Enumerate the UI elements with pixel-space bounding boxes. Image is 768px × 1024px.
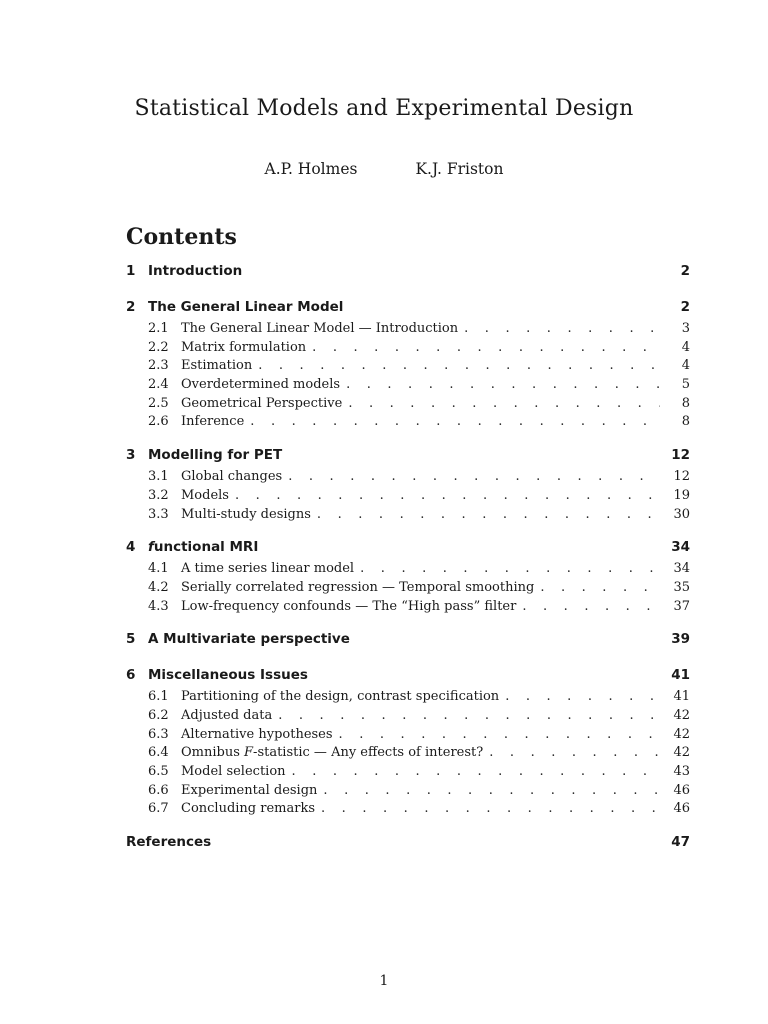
toc-section-entry[interactable] [126,299,690,321]
subsection-title: Multi-study designs [181,506,311,522]
dot-leader [339,727,660,742]
toc-subsection-entry[interactable] [126,764,690,783]
subsection-number: 2.2 [148,339,169,355]
subsection-title: Serially correlated regression — Temporal smoothing [181,579,535,595]
toc-section-entry[interactable] [126,263,690,285]
subsection-page-number: 8 [681,395,690,411]
section-number: 4 [126,539,136,556]
dot-leader [464,321,660,336]
toc-section [126,631,690,653]
subsection-title: Matrix formulation [181,339,307,355]
subsection-title: Estimation [181,358,253,374]
toc-subsection-entry[interactable] [126,580,690,599]
subsection-number: 4.3 [148,598,169,614]
toc-subsection-entry[interactable] [126,507,690,526]
section-page-number: 41 [671,667,690,684]
subsection-page-number: 43 [673,764,690,779]
toc-section-entry[interactable] [126,667,690,689]
section-page-number: 12 [671,447,690,464]
dot-leader [489,745,660,760]
section-page-number: 34 [671,539,690,556]
subsection-page-number: 42 [673,726,690,742]
toc-references-entry[interactable] [126,834,690,856]
toc-section-entry[interactable] [126,539,690,561]
subsection-title: Concluding remarks [181,801,316,817]
dot-leader [235,488,660,503]
subsection-number: 6.2 [148,707,169,723]
dot-leader [278,708,660,723]
toc-section [126,539,690,617]
subsection-page-number: 37 [673,598,690,614]
section-number: 1 [126,263,136,279]
section-page-number: 2 [680,263,690,279]
subsection-title: Omnibus F-statistic — Any effects of interest? [181,745,484,761]
subsection-page-number: 12 [673,469,690,485]
subsection-number: 3.1 [148,469,169,485]
page-number: 1 [379,973,389,989]
toc-section-entry[interactable] [126,631,690,653]
subsection-number: 6.1 [148,689,169,705]
subsection-page-number: 34 [673,561,690,577]
subsection-title: Geometrical Perspective [181,395,343,411]
dot-leader [323,783,660,798]
subsection-number: 6.5 [148,764,169,779]
subsection-page-number: 42 [673,745,690,761]
toc-subsection-entry[interactable] [126,488,690,507]
dot-leader [321,801,660,816]
toc-section [126,263,690,285]
subsection-page-number: 35 [673,579,690,595]
subsection-title: A time series linear model [181,561,355,577]
toc-subsection-entry[interactable] [126,783,690,802]
dot-leader [312,340,660,355]
subsection-title: Overdetermined models [181,377,341,393]
dot-leader [292,764,660,779]
section-title: A Multivariate perspective [148,631,350,648]
paper-title: Statistical Models and Experimental Design [134,96,634,121]
toc-section [126,667,690,820]
subsection-number: 3.2 [148,487,169,503]
subsection-number: 2.3 [148,358,169,374]
toc-subsection-entry[interactable] [126,689,690,708]
toc-subsection-entry[interactable] [126,599,690,618]
dot-leader [346,377,660,392]
toc-section-entry[interactable] [126,447,690,469]
section-title: Miscellaneous Issues [148,667,308,684]
section-title: Introduction [148,263,243,279]
section-page-number: 39 [671,631,690,648]
subsection-title: Adjusted data [181,707,273,723]
subsection-page-number: 5 [681,377,690,393]
subsection-number: 2.6 [148,414,169,430]
section-title: functional MRI [148,539,259,556]
subsection-page-number: 4 [681,358,690,374]
subsection-title: Alternative hypotheses [181,726,333,742]
subsection-number: 3.3 [148,506,169,522]
references-page-number: 47 [671,834,690,851]
subsection-number: 2.5 [148,395,169,411]
table-of-contents [126,263,690,856]
subsection-number: 2.1 [148,321,169,336]
author-list [0,160,768,178]
author-name: A.P. Holmes [264,160,358,178]
subsection-page-number: 30 [673,506,690,522]
toc-subsection-entry[interactable] [126,708,690,727]
subsection-number: 2.4 [148,377,169,393]
subsection-number: 6.6 [148,782,169,798]
toc-subsection-entry[interactable] [126,321,690,340]
toc-subsection-entry[interactable] [126,396,690,415]
subsection-title: Inference [181,414,245,430]
author-name: K.J. Friston [415,160,504,178]
subsection-number: 6.7 [148,801,169,817]
dot-leader [258,358,660,373]
section-number: 3 [126,447,136,464]
dot-leader [348,396,660,411]
subsection-title: Low-frequency confounds — The “High pass” filter [181,598,517,614]
toc-subsection-entry[interactable] [126,358,690,377]
subsection-page-number: 46 [673,801,690,817]
section-title: Modelling for PET [148,447,283,464]
dot-leader [317,507,660,522]
toc-subsection-entry[interactable] [126,561,690,580]
toc-subsection-entry[interactable] [126,801,690,820]
toc-subsection-entry[interactable] [126,414,690,433]
section-number: 2 [126,299,136,315]
subsection-number: 6.3 [148,726,169,742]
subsection-title: Model selection [181,764,286,779]
section-number: 5 [126,631,136,648]
toc-subsection-entry[interactable] [126,340,690,359]
subsection-page-number: 46 [673,782,690,798]
section-number: 6 [126,667,136,684]
dot-leader [505,689,660,704]
subsection-title: Models [181,487,229,503]
subsection-page-number: 3 [681,321,690,336]
toc-subsection-entry[interactable] [126,377,690,396]
subsection-title: Global changes [181,469,283,485]
toc-subsection-entry[interactable] [126,745,690,764]
toc-section [126,299,690,433]
subsection-page-number: 42 [673,707,690,723]
dot-leader [288,469,660,484]
subsection-title: Partitioning of the design, contrast specification [181,689,500,705]
subsection-title: Experimental design [181,782,318,798]
subsection-number: 4.1 [148,561,169,577]
subsection-number: 4.2 [148,579,169,595]
references-title: References [126,834,212,851]
subsection-number: 6.4 [148,745,169,761]
subsection-page-number: 8 [681,414,690,430]
dot-leader [522,599,660,614]
subsection-page-number: 41 [673,689,690,705]
subsection-page-number: 4 [681,339,690,355]
contents-heading: Contents [126,224,237,250]
toc-section [126,447,690,525]
section-page-number: 2 [680,299,690,315]
toc-subsection-entry[interactable] [126,727,690,746]
dot-leader [540,580,660,595]
subsection-page-number: 19 [673,487,690,503]
subsection-title: The General Linear Model — Introduction [181,321,459,336]
dot-leader [250,414,660,429]
dot-leader [360,561,660,576]
toc-subsection-entry[interactable] [126,469,690,488]
section-title: The General Linear Model [148,299,344,315]
